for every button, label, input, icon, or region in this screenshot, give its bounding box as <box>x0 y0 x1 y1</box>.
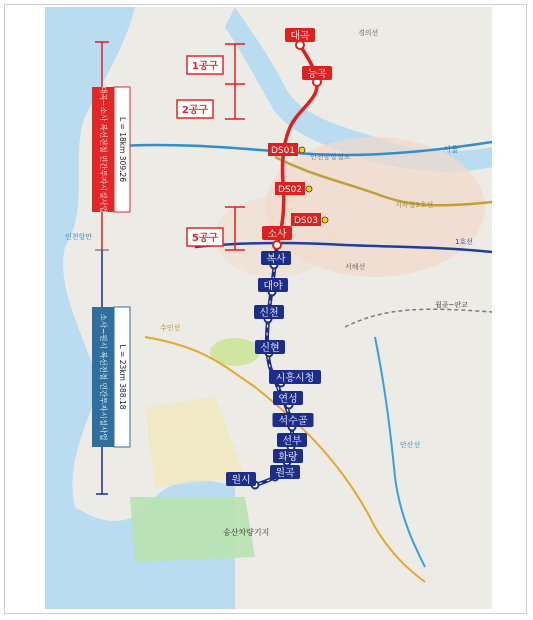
map-label-gyeongui: 경의선 <box>358 29 379 37</box>
shaft-marker-label: DS01 <box>270 146 296 156</box>
station-name: 대곡 <box>290 31 310 42</box>
map-label-singal: 월곶~판교 <box>435 301 468 309</box>
station-dot-sosa <box>273 241 281 249</box>
station-name: 소사 <box>267 229 287 240</box>
section-label <box>187 228 223 246</box>
route-panel-length: L = 18km 309.26 <box>118 116 127 183</box>
section-label <box>177 100 213 118</box>
station-label <box>269 370 321 384</box>
map-label-airport-line: 인천공항철도 <box>310 153 351 161</box>
route-panel <box>92 86 130 213</box>
station-label <box>261 251 291 265</box>
map-label-line9: 지하철9호선 <box>395 201 434 209</box>
station-label <box>273 449 303 463</box>
station-label <box>262 226 292 240</box>
station-name: 신천 <box>259 308 279 319</box>
station-label <box>226 472 256 486</box>
station-label <box>270 465 300 479</box>
map-label-ansan: 안산선 <box>400 441 421 449</box>
station-name: 복사 <box>266 254 286 265</box>
station-label <box>254 305 284 319</box>
station-name: 신현 <box>260 343 280 354</box>
map-label-seohae: 서해선 <box>345 263 366 271</box>
station-name: 화랑 <box>278 452 298 463</box>
map-label-depot: 송산차량기지 <box>223 528 270 537</box>
map-label-seoul: 서울 <box>443 145 459 154</box>
route-panel-title: 소사~원시 복선전철 민간투자시설사업 <box>99 313 108 441</box>
station-name: 선부 <box>282 436 302 447</box>
route-map <box>45 7 492 609</box>
map-label-suin: 수인선 <box>160 324 181 332</box>
route-panel-title: 대곡~소사 복선전철 민간투자시설사업 <box>99 86 108 213</box>
station-label <box>273 413 314 427</box>
station-label <box>258 278 288 292</box>
map-label-incheon-port: 인천항만 <box>65 233 93 241</box>
route-panel <box>92 307 130 447</box>
section-label-text: 2공구 <box>181 105 209 116</box>
shaft-marker-dot <box>306 186 312 192</box>
station-name: 시흥시청 <box>275 373 315 384</box>
station-name: 석수골 <box>278 416 308 427</box>
station-name: 원곡 <box>275 468 295 479</box>
section-label-text: 5공구 <box>191 233 219 244</box>
shaft-marker-label: DS03 <box>293 216 319 226</box>
station-label <box>277 433 307 447</box>
shaft-marker-dot <box>322 217 328 223</box>
station-label <box>302 66 332 80</box>
section-label-text: 1공구 <box>191 61 219 72</box>
station-name: 능곡 <box>307 69 327 80</box>
shaft-marker-dot <box>299 147 305 153</box>
shaft-marker-label: DS02 <box>277 185 303 195</box>
station-label <box>273 391 303 405</box>
section-label <box>187 56 223 74</box>
station-label <box>255 340 285 354</box>
station-name: 연성 <box>278 394 298 405</box>
map-label-line1: 1호선 <box>455 238 473 246</box>
route-panel-length: L = 23km 388.18 <box>118 344 127 410</box>
station-name: 대야 <box>263 281 283 292</box>
station-name: 원시 <box>231 475 251 486</box>
station-label <box>285 28 315 42</box>
station-dot-daegok <box>296 41 304 49</box>
